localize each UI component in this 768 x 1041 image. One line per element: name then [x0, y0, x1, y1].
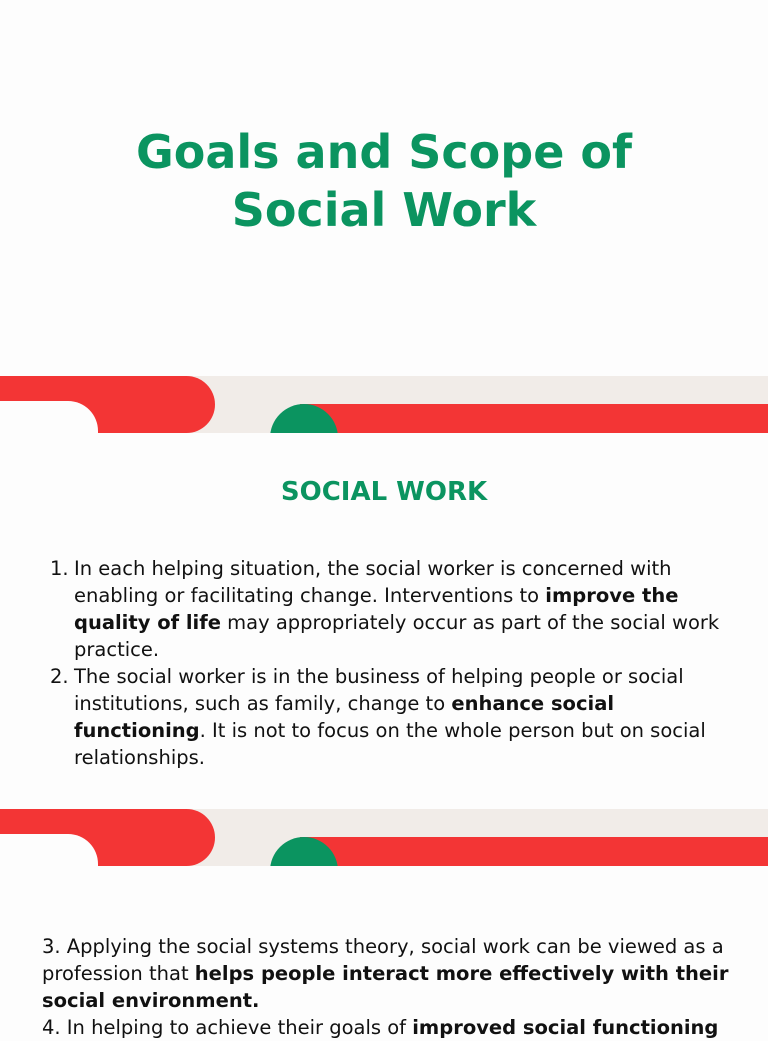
list-item-emphasis: improved social functioning	[412, 1016, 719, 1039]
list-item-emphasis: helps people interact more effectively with their social environment.	[42, 962, 729, 1012]
slide-title-line-1: Goals and Scope of	[135, 125, 633, 179]
social-work-slide	[0, 433, 768, 809]
list-item-3	[42, 933, 742, 1014]
list-item-number: 1.	[50, 557, 69, 580]
slide-title-line-2: Social Work	[231, 183, 537, 237]
list-item-text: 3. Applying the social systems theory, social work can be viewed as a profession that	[42, 935, 724, 985]
list-item-text-end: . It is not to focus on the whole person but on social relationships.	[74, 719, 706, 769]
list-item-emphasis: improve the quality of life	[74, 584, 679, 634]
list-item-text: 4. In helping to achieve their goals of	[42, 1016, 413, 1039]
title-slide	[0, 0, 768, 376]
list-item-emphasis: enhance social functioning	[74, 692, 615, 742]
divider-red-bar	[300, 837, 768, 866]
section-heading: SOCIAL WORK	[280, 477, 488, 507]
list-item	[46, 663, 736, 771]
slide-title	[0, 123, 768, 239]
list-item-4-partial	[42, 1014, 768, 1041]
divider-cream-tab	[0, 834, 98, 866]
slide-divider-banner	[0, 376, 768, 433]
list-item-number: 2.	[50, 665, 69, 688]
divider-cream-tab	[0, 401, 98, 433]
continuation-slide	[0, 866, 768, 1039]
list-item-text: In each helping situation, the social worker is concerned with enabling or facilitating change. Interventions to	[74, 557, 672, 607]
list-item	[46, 555, 736, 663]
list-item-text: The social worker is in the business of helping people or social institutions, such as family, change to	[74, 665, 684, 715]
divider-red-bar	[300, 404, 768, 433]
slide-divider-banner	[0, 809, 768, 866]
list-item-text-end: may appropriately occur as part of the social work practice.	[74, 611, 720, 661]
goals-list	[46, 555, 736, 771]
